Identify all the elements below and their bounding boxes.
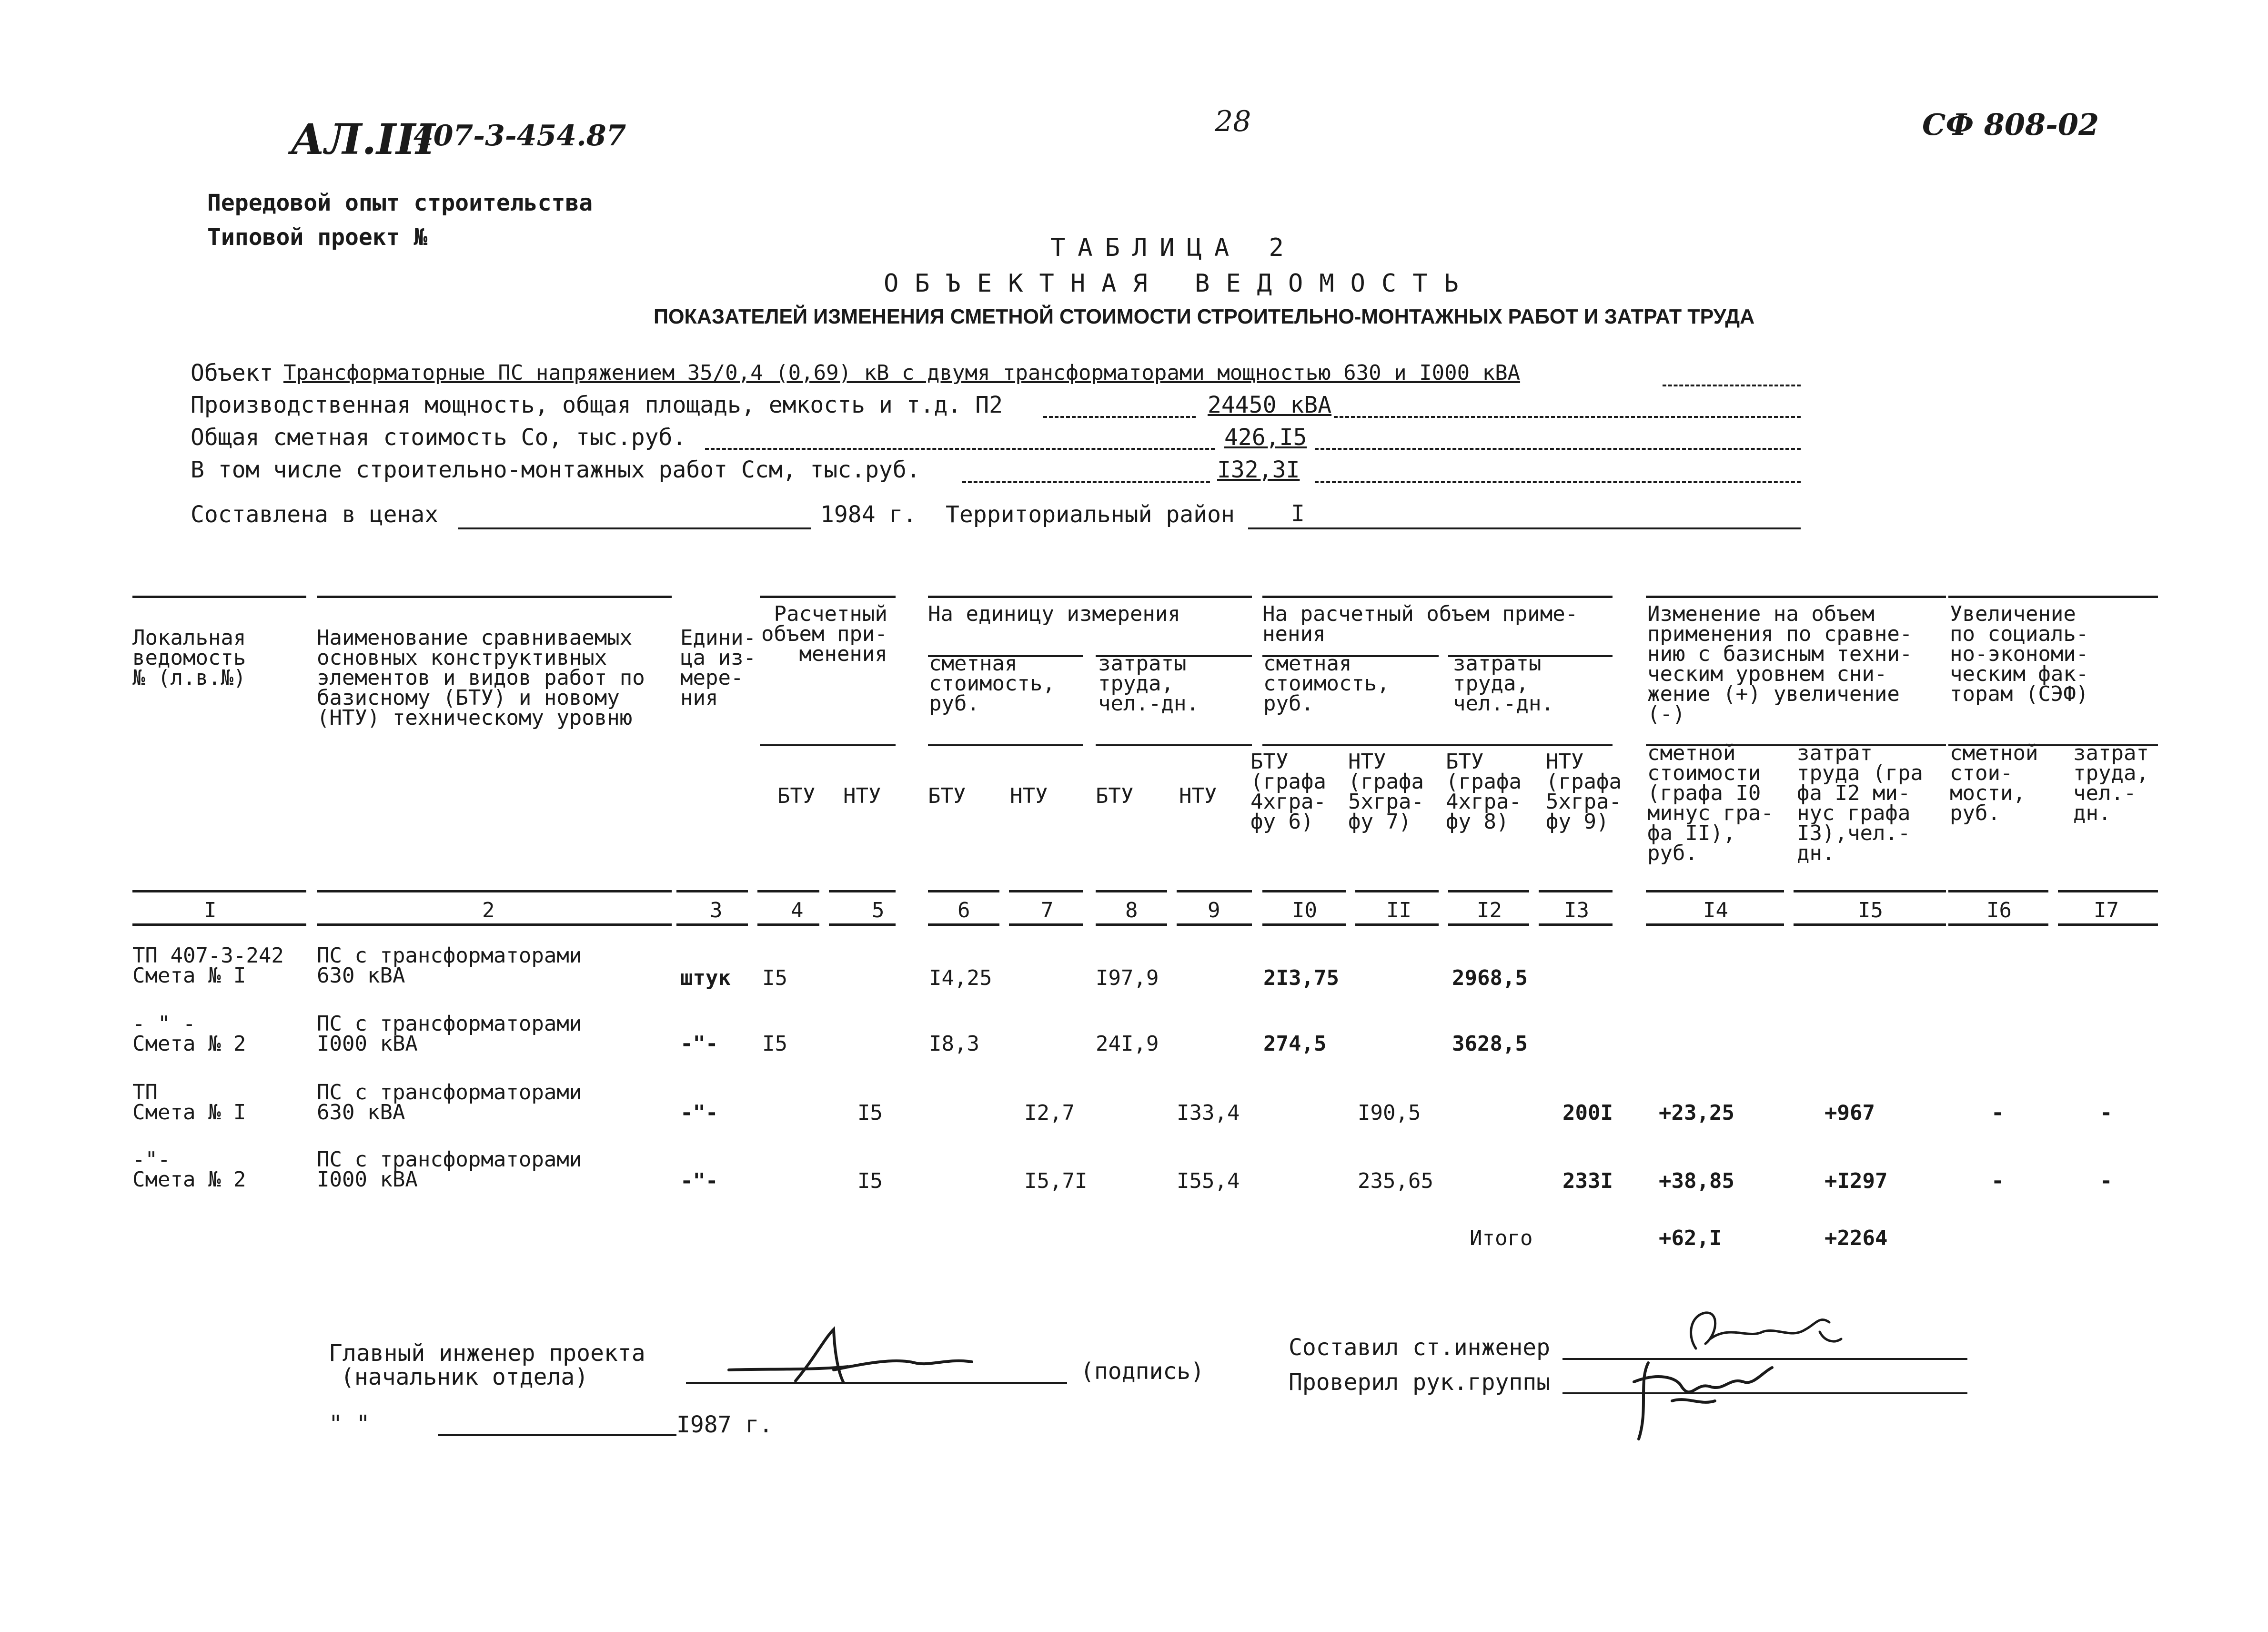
table-rule <box>1262 923 1346 926</box>
table-rule <box>132 596 306 598</box>
total-col-14: +62,I <box>1659 1226 1722 1250</box>
capacity-label: Производственная мощность, общая площадь, емкость и т.д. П2 <box>191 392 1003 418</box>
table-rule <box>928 744 1083 746</box>
smr-value: I32,3I <box>1217 456 1300 483</box>
district-value: I <box>1291 500 1305 527</box>
total-cost-value: 426,I5 <box>1224 424 1307 451</box>
column-number: 2 <box>482 898 495 922</box>
column-number: 8 <box>1125 898 1138 922</box>
column-number: 9 <box>1208 898 1220 922</box>
date-year: I987 г. <box>676 1411 773 1438</box>
column-number: I7 <box>2094 898 2119 922</box>
header-ntu: НТУ <box>1179 784 1217 808</box>
row-unit: -"- <box>680 1169 718 1193</box>
row-col-11: I90,5 <box>1358 1101 1421 1125</box>
header-ntu: НТУ <box>843 784 881 808</box>
row-element-name: ПС с трансформаторами I000 кВА <box>317 1012 582 1056</box>
table-rule <box>1009 890 1083 892</box>
row-col-5: I5 <box>857 1169 883 1193</box>
organization-line-1: Передовой опыт строительства <box>207 190 593 216</box>
table-rule <box>760 596 896 598</box>
table-rule <box>1539 890 1613 892</box>
fill-line <box>1248 527 1801 529</box>
prices-label: Составлена в ценах <box>191 501 439 528</box>
project-code: 407-3-454.87 <box>413 119 626 152</box>
table-rule <box>1009 923 1083 926</box>
statement-subtitle: ПОКАЗАТЕЛЕЙ ИЗМЕНЕНИЯ СМЕТНОЙ СТОИМОСТИ СТРОИТЕЛЬНО-МОНТАЖНЫХ РАБОТ И ЗАТРАТ ТРУДА <box>654 305 1755 328</box>
header-btu: БТУ <box>777 784 816 808</box>
row-col-6: I4,25 <box>929 966 992 990</box>
header-calculated-cost: сметная стоимость, руб. <box>1263 651 1390 716</box>
table-rule <box>317 890 672 892</box>
column-number: II <box>1386 898 1411 922</box>
table-rule <box>1948 890 2048 892</box>
chief-engineer-label: Главный инженер проекта <box>329 1340 645 1367</box>
column-number: I <box>204 898 217 922</box>
table-rule <box>132 923 306 926</box>
date-line <box>438 1434 676 1436</box>
header-change-group: Изменение на объем применения по сравне- нию с базисным техни- ческим уровнем сни- жение (+) увеличение (-) <box>1647 602 1913 726</box>
row-col-17: - <box>2100 1169 2113 1193</box>
table-rule <box>928 923 999 926</box>
row-local-statement: -"- Смета № 2 <box>132 1147 246 1192</box>
table-rule <box>1448 890 1529 892</box>
table-rule <box>317 923 672 926</box>
column-number: I4 <box>1703 898 1728 922</box>
row-col-5: I5 <box>857 1101 883 1125</box>
row-col-13: 200I <box>1562 1101 1613 1125</box>
row-col-9: I33,4 <box>1177 1101 1240 1125</box>
table-rule <box>757 890 819 892</box>
header-ntu: НТУ <box>1010 784 1048 808</box>
column-number: 4 <box>791 898 804 922</box>
header-calculated-labor: затраты труда, чел.-дн. <box>1453 651 1554 716</box>
row-unit: -"- <box>680 1101 718 1125</box>
table-rule <box>2058 890 2158 892</box>
header-col-16: сметной стои- мости, руб. <box>1950 741 2038 825</box>
signature-caption: (подпись) <box>1080 1358 1205 1385</box>
header-col-12: БТУ (графа 4хгра- фу 8) <box>1446 750 1522 834</box>
header-btu: БТУ <box>928 784 966 808</box>
table-rule <box>928 596 1252 598</box>
table-rule <box>757 923 819 926</box>
header-btu: БТУ <box>1096 784 1134 808</box>
table-rule <box>676 890 748 892</box>
prices-year: 1984 г. <box>820 501 917 528</box>
table-rule <box>1646 596 1946 598</box>
district-label: Территориальный район <box>946 501 1235 528</box>
table-rule <box>1948 596 2158 598</box>
header-col-11: НТУ (графа 5хгра- фу 7) <box>1348 750 1424 834</box>
checked-by-signature <box>1620 1353 1791 1444</box>
row-col-4: I5 <box>762 966 787 990</box>
header-element-name: Наименование сравниваемых основных конструктивных элементов и видов работ по базисному (БТУ) и новому (НТУ) техническому уровню <box>317 626 645 730</box>
object-label: Объект <box>191 360 273 386</box>
header-social-group: Увеличение по социаль- но-экономи- ческим фак- торам (СЭФ) <box>1950 602 2089 706</box>
header-col-15: затрат труда (гра фа I2 ми- нус графа I3),чел.- дн. <box>1797 741 1923 865</box>
document-code: СФ 808-02 <box>1922 107 2099 142</box>
row-local-statement: ТП 407-3-242 Смета № I <box>132 943 284 988</box>
row-col-16: - <box>1991 1101 2004 1125</box>
total-cost-label: Общая сметная стоимость Со, тыс.руб. <box>191 424 686 451</box>
compiled-by-label: Составил ст.инженер <box>1289 1334 1551 1361</box>
table-rule <box>1355 890 1439 892</box>
row-local-statement: - " - Смета № 2 <box>132 1012 246 1056</box>
row-element-name: ПС с трансформаторами 630 кВА <box>317 1080 582 1125</box>
row-col-8: I97,9 <box>1096 966 1159 990</box>
column-number: I6 <box>1986 898 2012 922</box>
header-local-statement: Локальная ведомость № (л.в.№) <box>132 626 246 690</box>
table-rule <box>1096 890 1167 892</box>
table-rule <box>1096 923 1167 926</box>
column-number: I5 <box>1858 898 1883 922</box>
row-col-6: I8,3 <box>929 1032 979 1056</box>
table-rule <box>1646 890 1784 892</box>
table-rule <box>829 923 896 926</box>
header-per-unit-group: На единицу измерения <box>928 602 1180 626</box>
row-col-15: +I297 <box>1824 1169 1888 1193</box>
fill-line <box>962 481 1210 483</box>
row-local-statement: ТП Смета № I <box>132 1080 246 1125</box>
fill-line <box>705 448 1215 450</box>
header-unit-labor: затраты труда, чел.-дн. <box>1098 651 1199 716</box>
fill-line <box>1663 385 1801 386</box>
column-number: 5 <box>872 898 885 922</box>
row-col-14: +38,85 <box>1659 1169 1734 1193</box>
total-col-15: +2264 <box>1824 1226 1888 1250</box>
column-number: 6 <box>958 898 970 922</box>
total-label: Итого <box>1470 1226 1533 1250</box>
header-col-10: БТУ (графа 4хгра- фу 6) <box>1250 750 1326 834</box>
table-rule <box>1177 890 1252 892</box>
row-col-17: - <box>2100 1101 2113 1125</box>
smr-label: В том числе строительно-монтажных работ Ссм, тыс.руб. <box>191 456 920 483</box>
header-volume-group: Расчетный объем при- менения <box>761 602 887 666</box>
row-col-12: 3628,5 <box>1452 1032 1528 1056</box>
organization-line-2: Типовой проект № <box>207 224 428 251</box>
table-rule <box>1646 923 1784 926</box>
column-number: 3 <box>710 898 723 922</box>
table-rule <box>1262 744 1613 746</box>
chief-engineer-signature <box>724 1325 991 1396</box>
table-rule <box>829 890 896 892</box>
table-rule <box>1539 923 1613 926</box>
column-number: I3 <box>1564 898 1589 922</box>
row-col-4: I5 <box>762 1032 787 1056</box>
table-title: ТАБЛИЦА 2 <box>1050 233 1296 262</box>
table-rule <box>1262 890 1346 892</box>
row-col-16: - <box>1991 1169 2004 1193</box>
row-element-name: ПС с трансформаторами 630 кВА <box>317 943 582 988</box>
statement-title: ОБЪЕКТНАЯ ВЕДОМОСТЬ <box>884 269 1475 298</box>
row-col-14: +23,25 <box>1659 1101 1734 1125</box>
table-rule <box>1355 923 1439 926</box>
row-col-9: I55,4 <box>1177 1169 1240 1193</box>
table-rule <box>132 890 306 892</box>
table-rule <box>1794 890 1946 892</box>
table-rule <box>1948 923 2048 926</box>
table-rule <box>1177 923 1252 926</box>
row-col-10: 274,5 <box>1263 1032 1327 1056</box>
fill-line <box>1043 416 1196 418</box>
table-rule <box>676 923 748 926</box>
row-col-11: 235,65 <box>1358 1169 1433 1193</box>
header-unit: Едини- ца из- мере- ния <box>680 626 756 710</box>
sheet-mark: АЛ.III <box>291 114 435 164</box>
chief-engineer-sub-label: (начальник отдела) <box>341 1364 589 1390</box>
row-col-8: 24I,9 <box>1096 1032 1159 1056</box>
row-col-13: 233I <box>1562 1169 1613 1193</box>
header-unit-cost: сметная стоимость, руб. <box>929 651 1055 716</box>
table-rule <box>760 744 896 746</box>
table-rule <box>2058 923 2158 926</box>
table-rule <box>1096 744 1252 746</box>
fill-line <box>1334 416 1801 418</box>
row-element-name: ПС с трансформаторами I000 кВА <box>317 1147 582 1192</box>
object-value: Трансформаторные ПС напряжением 35/0,4 (0,69) кВ с двумя трансформаторами мощностью 630 и I000 кВА <box>283 361 1521 385</box>
header-col-17: затрат труда, чел.- дн. <box>2073 741 2149 825</box>
table-rule <box>1794 923 1946 926</box>
table-rule <box>317 596 672 598</box>
row-unit: -"- <box>680 1032 718 1056</box>
table-rule <box>928 890 999 892</box>
row-col-7: I5,7I <box>1024 1169 1088 1193</box>
row-col-15: +967 <box>1824 1101 1875 1125</box>
row-unit: штук <box>680 966 731 990</box>
capacity-value: 24450 кВА <box>1208 392 1332 418</box>
header-calculated-group: На расчетный объем приме- нения <box>1262 602 1578 646</box>
table-rule <box>1262 596 1613 598</box>
table-rule <box>1448 923 1529 926</box>
header-col-14: сметной стоимости (графа I0 минус гра- фа II), руб. <box>1647 741 1774 865</box>
fill-line <box>1315 448 1801 450</box>
row-col-7: I2,7 <box>1024 1101 1075 1125</box>
row-col-10: 2I3,75 <box>1263 966 1339 990</box>
date-quotes: " " <box>329 1410 370 1437</box>
row-col-12: 2968,5 <box>1452 966 1528 990</box>
fill-line <box>458 527 811 529</box>
header-col-13: НТУ (графа 5хгра- фу 9) <box>1546 750 1622 834</box>
fill-line <box>1315 481 1801 483</box>
page-number: 28 <box>1215 105 1251 138</box>
column-number: I2 <box>1477 898 1502 922</box>
column-number: I0 <box>1292 898 1317 922</box>
column-number: 7 <box>1041 898 1054 922</box>
checked-by-label: Проверил рук.группы <box>1289 1369 1551 1396</box>
